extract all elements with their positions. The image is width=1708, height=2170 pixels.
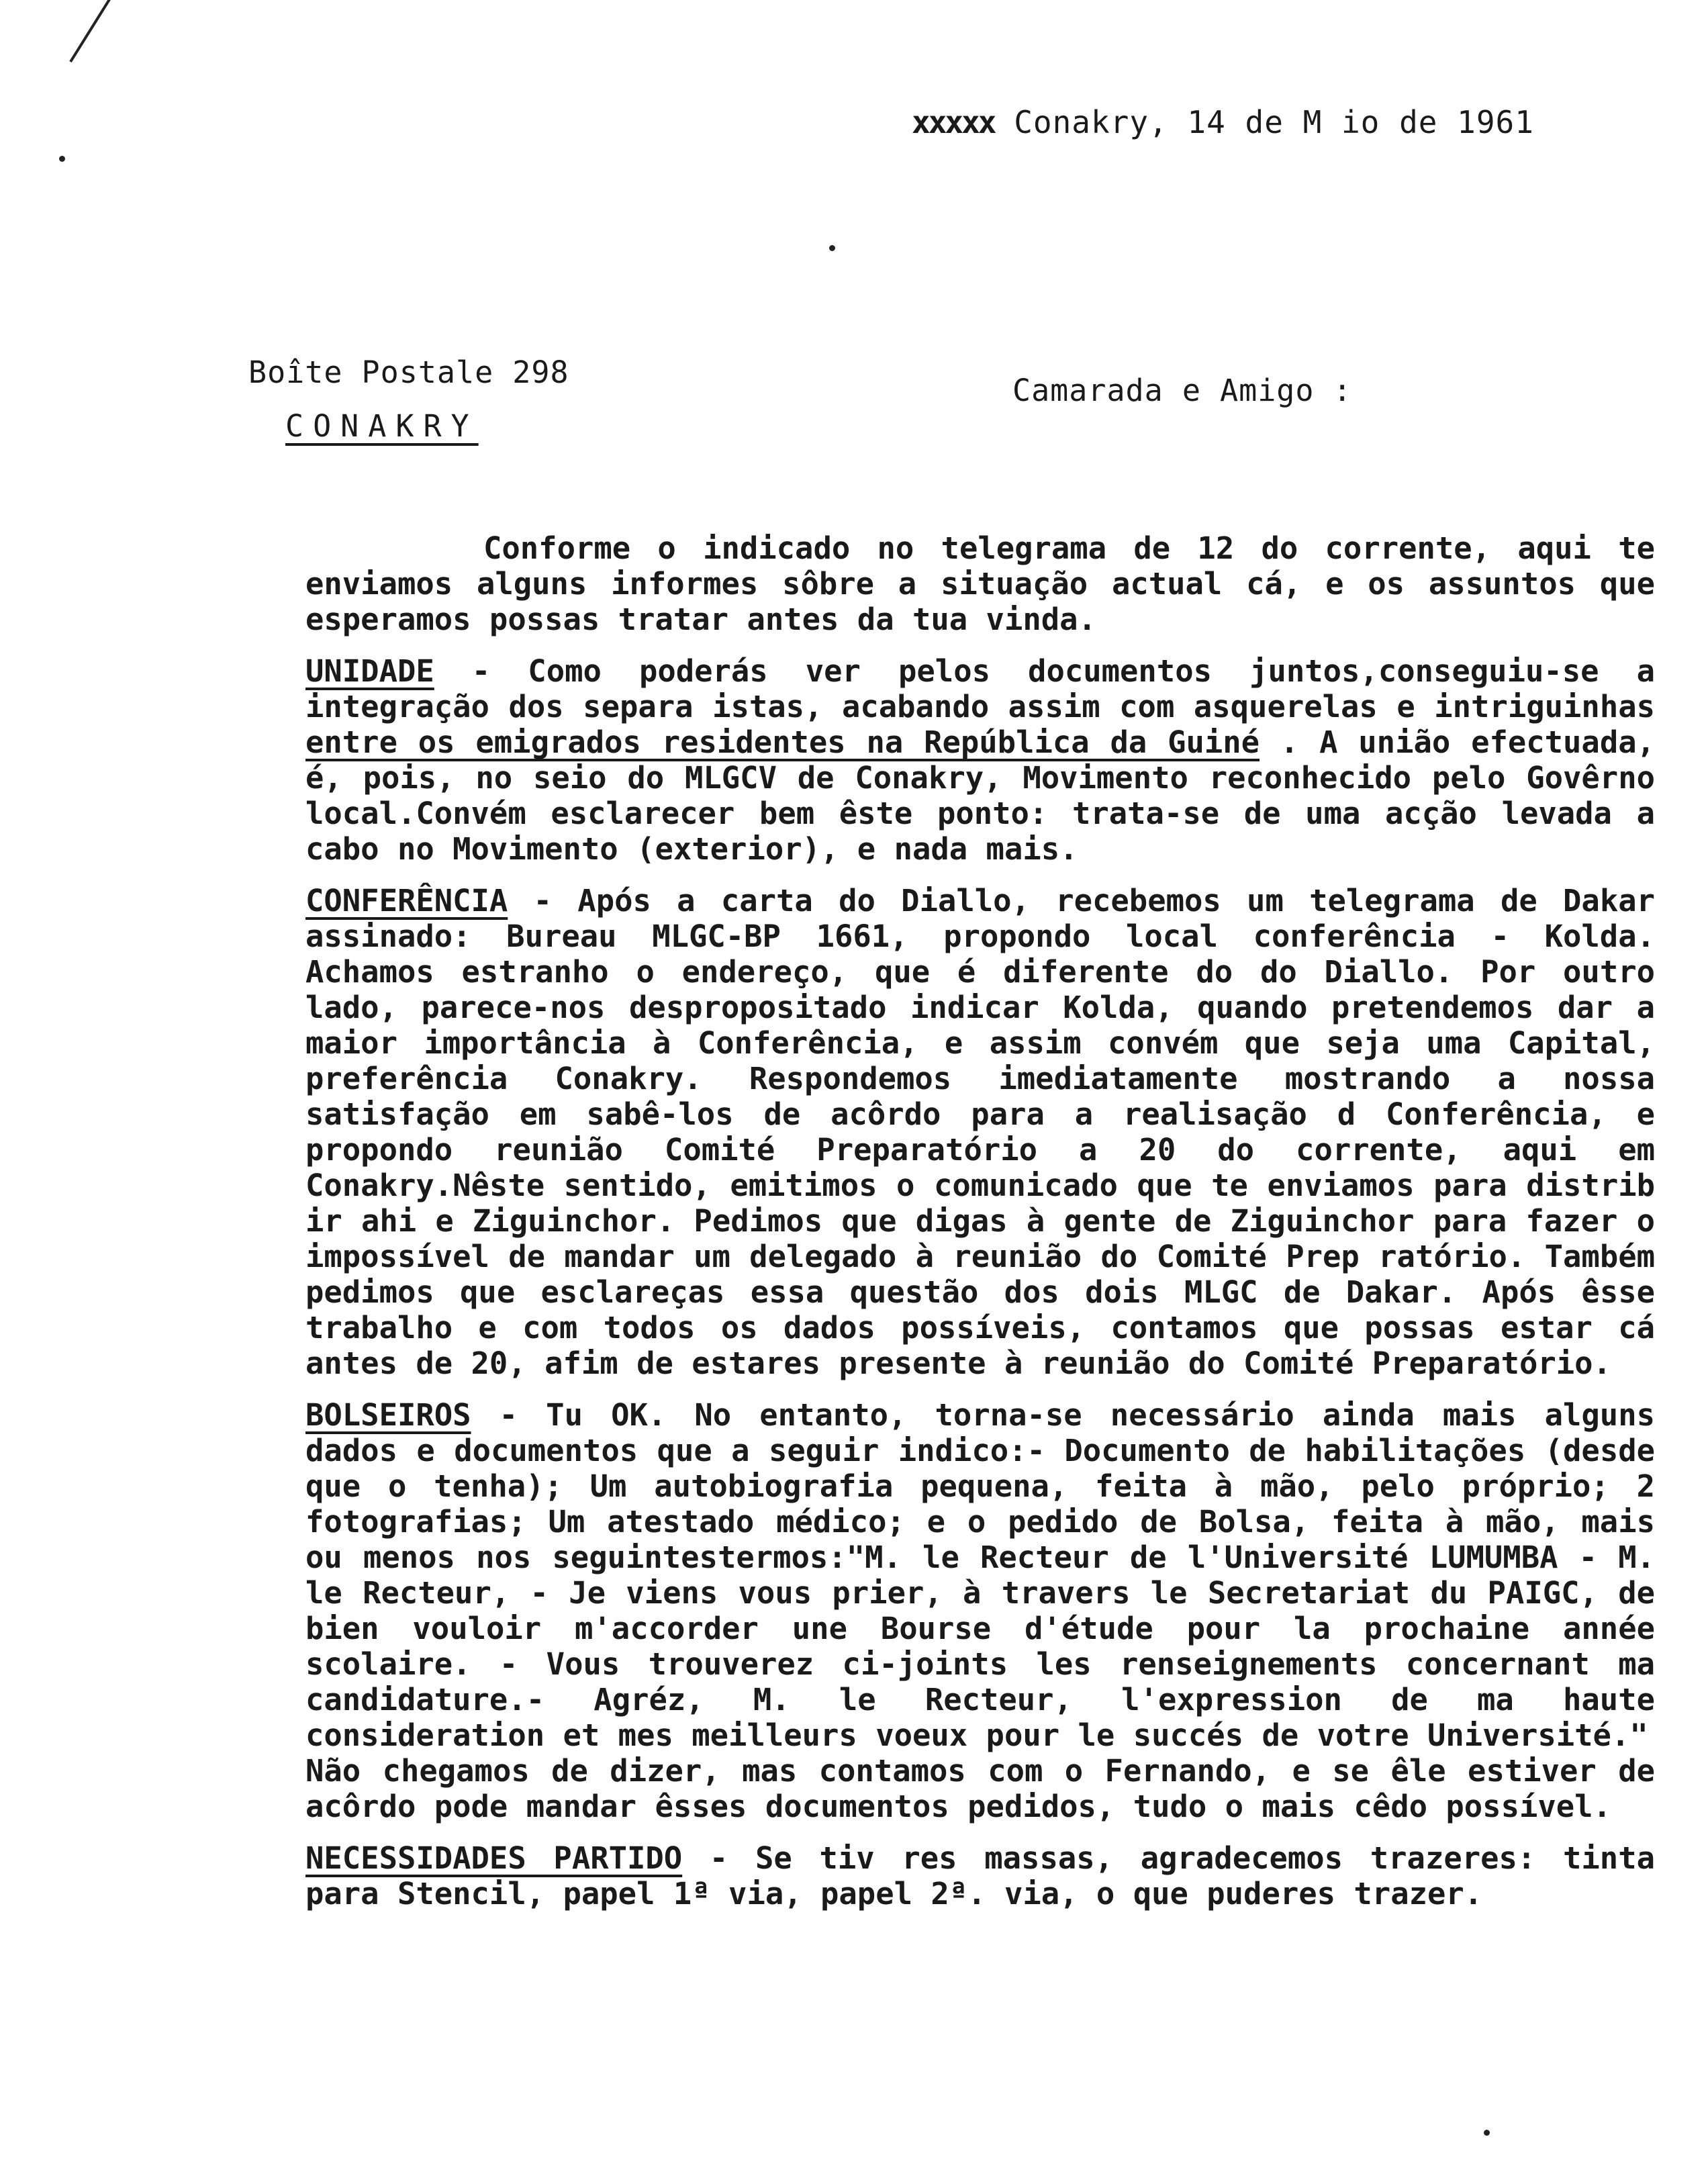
section-heading: NECESSIDADES PARTIDO: [305, 1840, 683, 1876]
bolseiros-paragraph: [305, 1397, 1655, 1824]
salutation: Camarada e Amigo :: [1012, 373, 1352, 408]
paragraph-text: Não chegamos de dizer, mas contamos com o Fernando, e se êle estiver de acôrdo pode mandar êsses documentos pedidos, tudo o mais cêdo possível.: [305, 1753, 1655, 1824]
underlined-phrase: entre os emigrados residentes na República da Guiné: [305, 724, 1260, 760]
ink-speck: [829, 245, 835, 251]
paragraph-text: - Tu OK. No entanto, torna-se necessário ainda mais alguns dados e documentos que a seguir indico:- Documento de habilitações (desde que o tenha); Um autobiografia pequena, feita à mão, pelo próprio; 2 fotografias; Um atestado médico; e o pedido de Bolsa, feita à mão, mais ou menos nos seguintestermos:"M. le Recteur de l'Université LUMUMBA - M. le Recteur, - Je viens vous prier, à travers le Secretariat du PAIGC, de bien vouloir m'accorder une Bourse d'étude pour la prochaine année scolaire. - Vous trouverez ci-joints les renseignements concernant ma candidature.- Agréz, M. le Recteur, l'expression de ma haute consideration et mes meilleurs voeux pour le succés de votre Université.": [305, 1397, 1655, 1753]
struck-out-text: xxxxx: [912, 104, 995, 140]
letter-date: [912, 104, 1534, 140]
conferencia-paragraph: [305, 883, 1655, 1381]
letter-body: [305, 530, 1655, 1928]
necessidades-paragraph: [305, 1840, 1655, 1912]
address-line-1: Boîte Postale 298: [248, 355, 569, 390]
pen-mark: [69, 0, 114, 62]
ink-speck: [1484, 2130, 1490, 2136]
address-line-2: CONAKRY: [285, 408, 479, 444]
intro-paragraph: Conforme o indicado no telegrama de 12 do corrente, aqui te enviamos alguns informes sôbre a situação actual cá, e os assuntos que esperamos possas tratar antes da tua vinda.: [305, 530, 1655, 637]
section-heading: UNIDADE: [305, 653, 434, 689]
section-heading: CONFERÊNCIA: [305, 883, 508, 918]
date-text: Conakry, 14 de M io de 1961: [1014, 104, 1534, 140]
paragraph-text: - Como poderás ver pelos documentos juntos,conseguiu-se a integração dos separa istas, acabando assim com asquerelas e intriguinhas: [305, 653, 1655, 724]
unidade-paragraph: [305, 653, 1655, 867]
paragraph-text: - Se tiv res massas, agradecemos trazeres: tinta para Stencil, papel 1ª via, papel 2ª. via, o que puderes trazer.: [305, 1840, 1655, 1912]
paragraph-text: . A união efectuada, é, pois, no seio do MLGCV de Conakry, Movimento reconhecido pelo Govêrno local.Convém esclarecer bem êste ponto: trata-se de uma acção levada a cabo no Movimento (exterior), e nada mais.: [305, 724, 1656, 867]
paragraph-text: - Após a carta do Diallo, recebemos um telegrama de Dakar assinado: Bureau MLGC-BP 1661, propondo local conferência - Kolda. Achamos estranho o endereço, que é diferente do do Diallo. Por outro lado, parece-nos despropositado indicar Kolda, quando pretendemos dar a maior importância à Conferência, e assim convém que seja uma Capital, preferência Conakry. Respondemos imediatamente mostrando a nossa satisfação em sabê-los de acôrdo para a realisação d Conferência, e propondo reunião Comité Preparatório a 20 do corrente, aqui em Conakry.Nêste sentido, emitimos o comunicado que te enviamos para distrib ir ahi e Ziguinchor. Pedimos que digas à gente de Ziguinchor para fazer o impossível de mandar um delegado à reunião do Comité Prep ratório. Também pedimos que esclareças essa questão dos dois MLGC de Dakar. Após êsse trabalho e com todos os dados possíveis, contamos que possas estar cá antes de 20, afim de estares presente à reunião do Comité Preparatório.: [305, 883, 1655, 1381]
ink-speck: [59, 156, 65, 162]
section-heading: BOLSEIROS: [305, 1397, 471, 1433]
